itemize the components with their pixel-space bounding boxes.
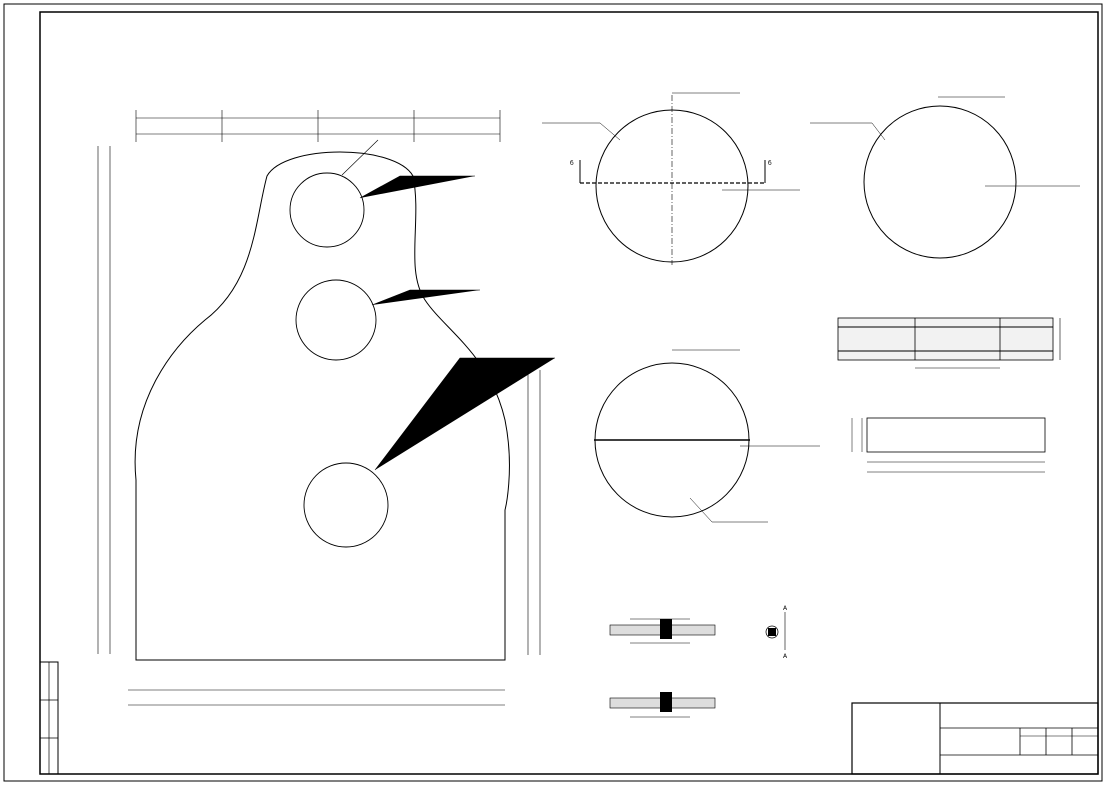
section-6-6 <box>838 318 1060 368</box>
weld-scheme <box>610 605 788 717</box>
svg-text:А: А <box>783 653 788 660</box>
zone-n1-circle <box>296 280 376 360</box>
svg-text:б: б <box>768 160 772 167</box>
mesh-c1 <box>852 418 1045 472</box>
zone-n2-circle <box>304 463 388 547</box>
foundation-plan <box>98 110 555 705</box>
zone-n1-scheme <box>542 93 800 265</box>
outer-frame <box>4 4 1102 781</box>
title-block <box>852 703 1098 774</box>
zone-n2-detail-circle <box>864 106 1016 258</box>
zone-n2-scheme <box>810 97 1080 258</box>
svg-text:А: А <box>783 605 788 612</box>
side-stamp <box>40 662 58 774</box>
zone-n3-scheme <box>594 350 820 522</box>
svg-text:б: б <box>570 160 574 167</box>
zone-n3-circle <box>290 173 364 247</box>
top-dimension-chain <box>136 110 500 142</box>
